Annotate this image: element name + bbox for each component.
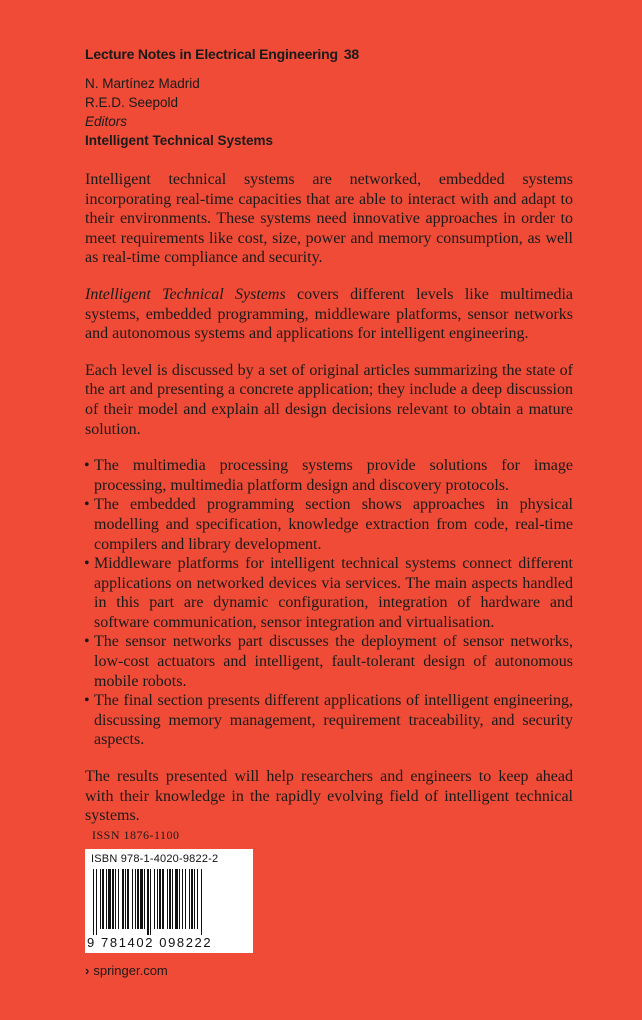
list-item — [85, 691, 573, 750]
list-item-text: The embedded programming section shows approaches in physical modelling and specification, knowledge extraction from code, real-time compilers and library development. — [94, 496, 573, 553]
paragraph-conclusion: The results presented will help researchers and engineers to keep ahead with their knowledge in the rapidly evolving field of intelligent technical systems. — [85, 768, 573, 825]
paragraph-coverage — [85, 285, 573, 344]
publisher-link[interactable] — [85, 963, 168, 978]
volume-number: 38 — [343, 46, 360, 62]
editor-name-2: R.E.D. Seepold — [85, 95, 179, 110]
list-item-text: The sensor networks part discusses the deployment of sensor networks, low-cost actuators and intelligent, fault-tolerant design of autonomous mobile robots. — [94, 633, 573, 690]
list-item-text: Middleware platforms for intelligent technical systems connect different applications on networked devices via services. The main aspects handled in this part are dynamic configuration, integration of hardware and software communication, sensor integration and virtualisation. — [94, 555, 573, 631]
isbn-label: ISBN 978-1-4020-9822-2 — [91, 853, 219, 865]
list-item — [85, 495, 573, 554]
series-line — [85, 46, 359, 62]
list-item-text: The final section presents different applications of intelligent engineering, discussing memory management, requirement traceability, and security aspects. — [94, 692, 573, 749]
barcode-digits: 9 781402 098222 — [87, 935, 213, 950]
bullet-icon: • — [84, 692, 90, 710]
bullet-icon: • — [84, 555, 90, 573]
editors-role: Editors — [85, 114, 128, 129]
paragraph-coverage-text: covers different levels like multimedia systems, embedded programming, middleware platforms, sensor networks and autonomous systems and applications for intelligent engineering. — [85, 285, 574, 343]
paragraph-levels: Each level is discussed by a set of original articles summarizing the state of the art and presenting a concrete application; they include a deep discussion of their model and explain all design decisions relevant to obtain a mature solution. — [85, 361, 573, 438]
book-title-italic: Intelligent Technical Systems — [85, 285, 286, 303]
series-title: Lecture Notes in Electrical Engineering — [85, 46, 338, 62]
blurb — [85, 170, 573, 843]
bullet-icon: • — [84, 496, 90, 514]
issn-label: ISSN 1876-1100 — [92, 828, 180, 842]
publisher-url: springer.com — [93, 963, 168, 978]
bullet-icon: • — [84, 457, 90, 475]
editors-block — [85, 74, 273, 150]
book-title: Intelligent Technical Systems — [85, 133, 274, 148]
paragraph-intro: Intelligent technical systems are networked, embedded systems incorporating real-time capacities that are able to interact with and adapt to their environments. These systems need innovative approaches in order to meet requirements like cost, size, power and memory consumption, as well as real-time compliance and security. — [85, 171, 573, 267]
list-item — [85, 554, 573, 632]
list-item — [85, 632, 573, 691]
barcode-icon — [91, 869, 247, 935]
list-item — [85, 456, 573, 495]
bullet-icon: • — [84, 633, 90, 651]
chevron-right-icon: › — [85, 963, 90, 978]
editor-name-1: N. Martínez Madrid — [85, 76, 200, 91]
section-list — [85, 456, 573, 750]
list-item-text: The multimedia processing systems provide solutions for image processing, multimedia platform design and discovery protocols. — [94, 457, 573, 494]
barcode-panel — [85, 849, 253, 953]
